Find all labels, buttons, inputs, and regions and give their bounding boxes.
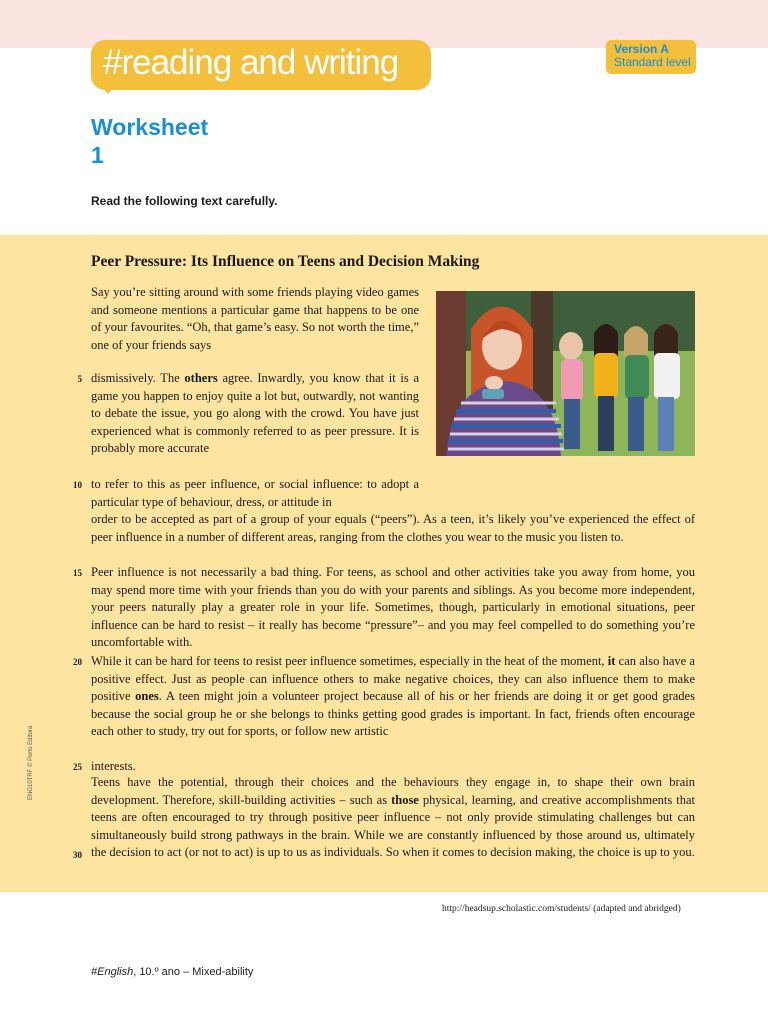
- section-banner: [91, 40, 431, 90]
- line-number: 20: [73, 657, 82, 667]
- version-label: Version A: [614, 42, 669, 56]
- paragraph-1: Say you’re sitting around with some friends playing video games and someone mentions a particular game that happens to be one of your favourites. “Oh, that game’s easy. So not worth the time,” one of your friends says: [91, 285, 419, 352]
- paragraph-5-rest: . A teen might join a volunteer project because all of his or her friends are doing it or get good grades because the social group he or she belongs to thinks getting good grades is important. In fact, friends often encourage each other to study, try out for sports, or follow new artistic: [91, 689, 695, 739]
- photo-illustration: [436, 291, 695, 456]
- footer-english: #English: [91, 966, 134, 978]
- publisher-code: ENG10TRF © Porto Editora: [28, 725, 34, 800]
- source-citation: http://headsup.scholastic.com/students/ (adapted and abridged): [442, 904, 681, 914]
- teen-photo: [436, 291, 695, 456]
- banner-tail: [100, 84, 116, 94]
- line-number: 30: [73, 850, 82, 860]
- paragraph-6: interests.: [91, 759, 136, 773]
- paragraph-2-start: dismissively. The: [91, 371, 185, 385]
- paragraph-7: [91, 774, 695, 862]
- paragraph-3-continued: order to be accepted as part of a group of your equals (“peers”). As a teen, it’s likely you’ve experienced the effect of peer influence in a number of different areas, ranging from the clothes you wear to the music you listen to.: [91, 512, 695, 544]
- paragraph-3: to refer to this as peer influence, or social influence: to adopt a particular type of behaviour, dress, or attitude in: [91, 477, 419, 509]
- paragraph-7-start: Teens have the potential, through their choices and the behaviours they engage in, to shape their own brain development. Therefore, skill-building activities – such as: [91, 775, 695, 807]
- instruction-text: Read the following text carefully.: [91, 194, 278, 208]
- footer-rest: , 10.º ano – Mixed-ability: [133, 966, 254, 978]
- page-footer: [91, 966, 253, 978]
- paragraph-5: [91, 653, 695, 741]
- bold-word-those: those: [391, 792, 419, 807]
- banner-text: #reading and writing: [103, 43, 399, 82]
- level-label: Standard level: [614, 55, 691, 69]
- worksheet-heading: [91, 113, 208, 169]
- version-badge: [606, 40, 696, 74]
- line-number: 25: [73, 762, 82, 772]
- line-number: 10: [73, 480, 82, 490]
- line-number: 15: [73, 568, 82, 578]
- bold-word-it: it: [607, 654, 616, 668]
- text-title: Peer Pressure: Its Influence on Teens and Decision Making: [91, 253, 480, 270]
- paragraph-4: Peer influence is not necessarily a bad thing. For teens, as school and other activities take you away from home, you may spend more time with your friends than you do with your parents and siblings. As you become more independent, your peers naturally play a greater role in your life. Sometimes, though, particularly in emotional situations, peer influence can be hard to resist – it really has become “pressure”– and you may feel compelled to do something you’re uncomfortable with.: [91, 565, 695, 650]
- paragraph-5-start: While it can be hard for teens to resist peer influence sometimes, especially in the heat of the moment,: [91, 654, 608, 668]
- paragraph-5-middle: can also have a positive effect. Just as people can influence others to make negative choices, they can also influence them to make positive: [91, 654, 695, 704]
- paragraph-2-rest: agree. Inwardly, you know that it is a game you happen to enjoy quite a lot but, outwardly, not wanting to debate the issue, you go along with the crowd. You have just experienced what is commonly referred to as peer pressure. It is probably more accurate: [91, 371, 419, 456]
- worksheet-number: 1: [91, 142, 104, 168]
- paragraph-2: [91, 370, 419, 458]
- paragraph-7-rest: physical, learning, and creative accomplishments that teens are often encouraged to try through positive peer influence – not only provide stimulating challenges but can simultaneously build strong pathways in the brain. While we are constantly influenced by those around us, ultimately the decision to act (or not to act) is up to us as individuals. So when it comes to decision making, the choice is up to you.: [91, 792, 695, 860]
- worksheet-title: Worksheet: [91, 114, 209, 140]
- line-number: 5: [77, 374, 82, 384]
- bold-word-ones: ones: [135, 689, 159, 704]
- bold-word-others: others: [184, 371, 218, 385]
